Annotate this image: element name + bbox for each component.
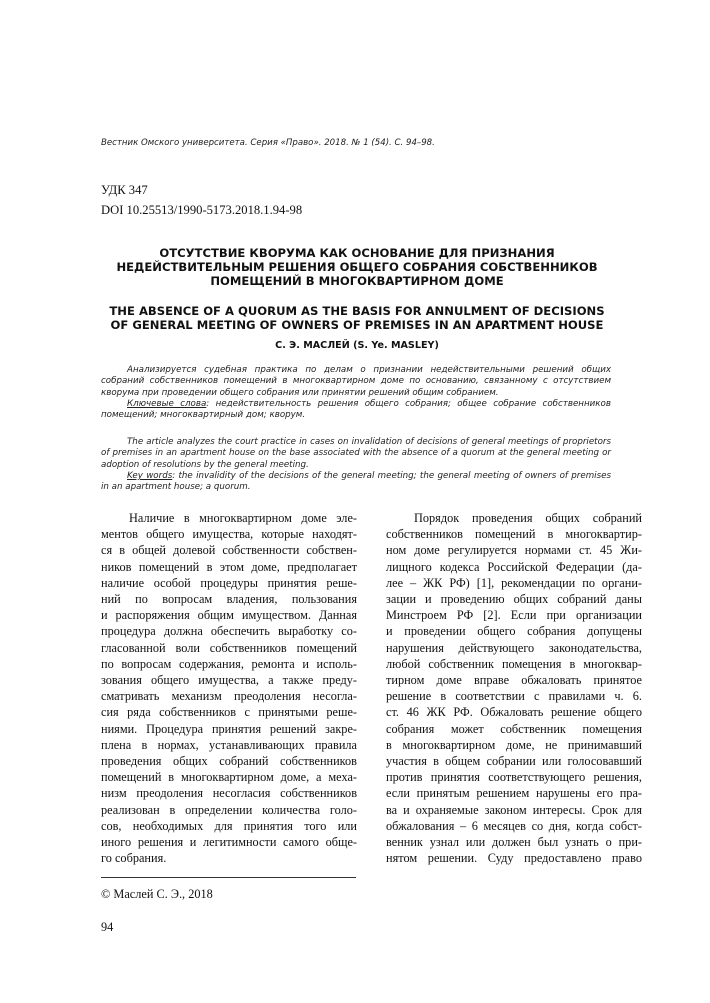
text-line: венник узнал или должен был узнать о при- (386, 835, 642, 850)
text-line: Минстроем РФ [2]. Если при организации (386, 608, 642, 623)
text-line: решение в соответствии с правилами ч. 6. (386, 689, 642, 704)
text-line: плена в нормах, устанавливающих правила (101, 737, 357, 752)
text-line: Порядок проведения общих собраний (414, 511, 642, 525)
text-line: ва и охраняемые законом интересы. Срок для (386, 802, 642, 817)
text-line: собрания может собственник помещения (386, 721, 642, 736)
title-line: ПОМЕЩЕНИЙ В МНОГОКВАРТИРНОМ ДОМЕ (210, 274, 504, 288)
text-line: гласованной воли собственников помещений (101, 640, 357, 655)
text-line: собственников помещений в многоквартир- (386, 527, 642, 542)
text-line: Наличие в многоквартирном доме эле- (129, 511, 357, 525)
text-line: лищного кодекса Российской Федерации (да- (386, 559, 642, 574)
text-line: го собрания. (101, 851, 167, 866)
text-line: нятом решении. Суду предоставлено право (386, 851, 642, 866)
text-line: лее – ЖК РФ) [1], рекомендации по органи- (386, 575, 642, 590)
keywords (101, 471, 611, 494)
body-column-right (386, 510, 642, 866)
text-line: наличие особой процедуры принятия реше- (101, 575, 357, 590)
abstract-russian (101, 365, 611, 421)
title-line: OF GENERAL MEETING OF OWNERS OF PREMISES IN AN APARTMENT HOUSE (110, 318, 604, 332)
footnote-divider (101, 877, 356, 878)
udk-code: УДК 347 (101, 183, 148, 197)
text-line: сия ряда собственников с принятыми реше- (101, 705, 357, 720)
text-line: проведения общих собраний собственников (101, 754, 357, 769)
text-line: ном доме регулируется нормами ст. 45 Жи- (386, 543, 642, 558)
text-line: помещений в многоквартирном доме, а меха- (101, 770, 357, 785)
text-line: тирном доме вправе обжаловать принятое (386, 673, 642, 688)
text-line: по вопросам содержания, ремонта и исполь- (101, 656, 357, 671)
text-line: против принятия соответствующего решения, (386, 770, 642, 785)
text-line: в многоквартирном доме, не принимавший (386, 737, 642, 752)
keywords-label: Ключевые слова (127, 398, 207, 409)
text-line: зации и проведению общих собраний даны (386, 592, 642, 607)
keywords-label: Key words (127, 470, 173, 481)
title-line: THE ABSENCE OF A QUORUM AS THE BASIS FOR ANNULMENT OF DECISIONS (109, 304, 605, 318)
text-line: любой собственник помещения в многоквар- (386, 656, 642, 671)
text-line: ся в общей долевой собственности собствен- (101, 543, 357, 558)
article-title-english (100, 304, 614, 332)
body-column-left (101, 510, 357, 866)
text-line: низм преодоления несогласия собственников (101, 786, 357, 801)
text-line: если принятым решением нарушены его пра- (386, 786, 642, 801)
title-line: НЕДЕЙСТВИТЕЛЬНЫМ РЕШЕНИЯ ОБЩЕГО СОБРАНИЯ СОБСТВЕННИКОВ (116, 260, 598, 274)
page-number: 94 (101, 920, 114, 934)
article-title-russian (100, 246, 614, 288)
text-line: процедура должна обеспечить выработку со- (101, 624, 357, 639)
abstract-text: Анализируется судебная практика по делам о признании недействительными решений общих собраний собственников помещений в многоквартирном доме по основанию, связанному с отсутствием кворума при проведении общего собрания или принятии решений общим собранием. (101, 365, 611, 398)
text-line: нарушения действующего законодательства, (386, 640, 642, 655)
journal-reference: Вестник Омского университета. Серия «Право». 2018. № 1 (54). С. 94–98. (101, 138, 435, 148)
text-line: ментов общего имущества, которые находят- (101, 527, 357, 542)
text-line: сов, необходимых для принятия того или (101, 818, 357, 833)
text-line: зования общего имущества, а также преду- (101, 673, 357, 688)
abstract-text: The article analyzes the court practice in cases on invalidation of decisions of general meetings of proprietors of premises in an apartment house on the base associated with the absence of a quorum at the general meeting or adoption of resolutions by the general meeting. (101, 437, 611, 470)
text-line: иного решения и легитимности самого обще- (101, 835, 357, 850)
text-line: обжалования – 6 месяцев со дня, когда собст- (386, 818, 642, 833)
text-line: и распоряжения общим имуществом. Данная (101, 608, 357, 623)
text-line: сматривать механизм преодоления несогла- (101, 689, 357, 704)
title-line: ОТСУТСТВИЕ КВОРУМА КАК ОСНОВАНИЕ ДЛЯ ПРИЗНАНИЯ (159, 246, 555, 260)
text-line: и проведении общего собрания допущены (386, 624, 642, 639)
keywords (101, 399, 611, 422)
keywords-text: : недействительность решения общего собрания; общее собрание собственников помещений; многоквартирный дом; кворум. (101, 398, 611, 421)
text-line: ниями. Процедура принятия решений закре- (101, 721, 357, 736)
text-line: ст. 46 ЖК РФ. Обжаловать решение общего (386, 705, 642, 720)
text-line: ний по вопросам владения, пользования (101, 592, 357, 607)
abstract-english (101, 437, 611, 493)
text-line: ников помещений в этом доме, предполагает (101, 559, 357, 574)
text-line: участия в общем собрании или голосовавший (386, 754, 642, 769)
author-name: С. Э. МАСЛЕЙ (S. Ye. MASLEY) (275, 340, 439, 351)
doi: DOI 10.25513/1990-5173.2018.1.94-98 (101, 203, 303, 217)
copyright-notice: © Маслей С. Э., 2018 (101, 887, 213, 901)
keywords-text: : the invalidity of the decisions of the general meeting; the general meeting of owners of premises in an apartment house; a quorum. (101, 470, 611, 493)
text-line: реализован в определении количества голо- (101, 802, 357, 817)
